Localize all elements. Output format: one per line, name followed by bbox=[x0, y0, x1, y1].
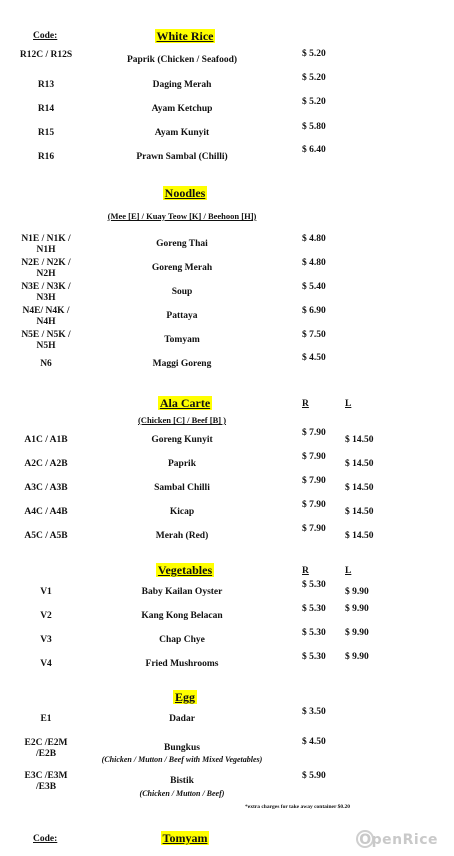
item-price: $ 5.80 bbox=[302, 122, 326, 132]
item-name: Baby Kailan Oyster bbox=[141, 587, 223, 597]
item-price-regular: $ 5.30 bbox=[302, 628, 326, 638]
section-title-ala-carte: Ala Carte bbox=[159, 396, 211, 410]
item-code: N5E / N5K / N5H bbox=[21, 330, 71, 351]
item-note: (Chicken / Mutton / Beef with Mixed Vegetables) bbox=[101, 755, 263, 764]
item-name: Daging Merah bbox=[152, 80, 212, 90]
item-price: $ 5.20 bbox=[302, 97, 326, 107]
item-code: V3 bbox=[40, 635, 52, 645]
item-name: Goreng Kunyit bbox=[151, 435, 213, 445]
item-code: N6 bbox=[40, 359, 52, 369]
item-code: N4E/ N4K / N4H bbox=[22, 306, 70, 327]
item-code: R15 bbox=[37, 128, 55, 138]
item-name: Sambal Chilli bbox=[154, 483, 210, 493]
item-name: Kicap bbox=[169, 507, 195, 517]
code-column-header: Code: bbox=[33, 834, 58, 844]
item-price: $ 5.90 bbox=[302, 771, 326, 781]
item-price-regular: $ 7.90 bbox=[302, 452, 326, 462]
column-header-regular: R bbox=[302, 399, 309, 409]
item-price: $ 4.80 bbox=[302, 234, 326, 244]
item-price-regular: $ 7.90 bbox=[302, 428, 326, 438]
item-price-regular: $ 5.30 bbox=[302, 580, 326, 590]
item-price: $ 5.20 bbox=[302, 73, 326, 83]
item-price-regular: $ 7.90 bbox=[302, 524, 326, 534]
item-code: A5C / A5B bbox=[24, 531, 68, 541]
item-name: Merah (Red) bbox=[155, 531, 209, 541]
item-name: Pattaya bbox=[166, 311, 198, 321]
section-title-vegetables: Vegetables bbox=[157, 563, 213, 577]
item-code: A2C / A2B bbox=[24, 459, 68, 469]
item-price-regular: $ 5.30 bbox=[302, 652, 326, 662]
item-code: N1E / N1K / N1H bbox=[21, 234, 71, 255]
item-price-large: $ 9.90 bbox=[345, 628, 369, 638]
item-name: Ayam Ketchup bbox=[151, 104, 213, 114]
item-price: $ 4.80 bbox=[302, 258, 326, 268]
item-price: $ 6.40 bbox=[302, 145, 326, 155]
item-name: Bungkus bbox=[164, 743, 200, 753]
item-name: Dadar bbox=[169, 714, 195, 724]
item-price: $ 3.50 bbox=[302, 707, 326, 717]
item-code: E2C /E2M /E2B bbox=[24, 738, 68, 759]
item-code: E3C /E3M /E3B bbox=[24, 771, 68, 792]
item-code: A4C / A4B bbox=[24, 507, 68, 517]
item-code: R14 bbox=[37, 104, 55, 114]
item-code: E1 bbox=[40, 714, 52, 724]
item-price: $ 6.90 bbox=[302, 306, 326, 316]
section-subtitle-ala-carte: (Chicken [C] / Beef [B] ) bbox=[137, 415, 227, 425]
item-price-large: $ 14.50 bbox=[345, 531, 374, 541]
item-price: $ 5.40 bbox=[302, 282, 326, 292]
item-name: Fried Mushrooms bbox=[145, 659, 219, 669]
item-code: V2 bbox=[40, 611, 52, 621]
item-price-large: $ 9.90 bbox=[345, 604, 369, 614]
item-price-regular: $ 7.90 bbox=[302, 500, 326, 510]
section-title-tomyam: Tomyam bbox=[162, 831, 208, 845]
column-header-large: L bbox=[345, 566, 352, 576]
item-name: Paprik (Chicken / Seafood) bbox=[126, 55, 238, 65]
item-price: $ 7.50 bbox=[302, 330, 326, 340]
item-price-large: $ 14.50 bbox=[345, 507, 374, 517]
code-column-header: Code: bbox=[33, 31, 58, 41]
column-header-regular: R bbox=[302, 566, 309, 576]
item-name: Kang Kong Belacan bbox=[141, 611, 223, 621]
item-code: A3C / A3B bbox=[24, 483, 68, 493]
item-code: R13 bbox=[37, 80, 55, 90]
item-name: Prawn Sambal (Chilli) bbox=[136, 152, 228, 162]
item-code: V4 bbox=[40, 659, 52, 669]
item-code: N3E / N3K / N3H bbox=[21, 282, 71, 303]
item-name: Maggi Goreng bbox=[152, 359, 212, 369]
item-price: $ 4.50 bbox=[302, 737, 326, 747]
section-subtitle-noodles: (Mee [E] / Kuay Teow [K] / Beehoon [H]) bbox=[107, 211, 257, 221]
item-price-large: $ 9.90 bbox=[345, 587, 369, 597]
item-name: Paprik bbox=[168, 459, 196, 469]
item-code: R12C / R12S bbox=[19, 50, 73, 60]
section-title-white-rice: White Rice bbox=[156, 29, 214, 43]
item-name: Goreng Thai bbox=[156, 239, 208, 249]
item-price-regular: $ 7.90 bbox=[302, 476, 326, 486]
item-price-large: $ 14.50 bbox=[345, 435, 374, 445]
item-price: $ 4.50 bbox=[302, 353, 326, 363]
item-code: V1 bbox=[40, 587, 52, 597]
item-name: Tomyam bbox=[164, 335, 200, 345]
item-name: Ayam Kunyit bbox=[154, 128, 210, 138]
item-name: Bistik bbox=[170, 776, 194, 786]
item-price-large: $ 14.50 bbox=[345, 483, 374, 493]
item-code: N2E / N2K / N2H bbox=[21, 258, 71, 279]
item-price: $ 5.20 bbox=[302, 49, 326, 59]
item-name: Chap Chye bbox=[159, 635, 205, 645]
takeaway-footnote: *extra charges for take away container $0.20 bbox=[245, 804, 351, 810]
item-name: Soup bbox=[171, 287, 193, 297]
item-price-large: $ 14.50 bbox=[345, 459, 374, 469]
item-price-large: $ 9.90 bbox=[345, 652, 369, 662]
watermark: OpenRice bbox=[359, 832, 438, 848]
column-header-large: L bbox=[345, 399, 352, 409]
item-code: R16 bbox=[37, 152, 55, 162]
item-price-regular: $ 5.30 bbox=[302, 604, 326, 614]
item-name: Goreng Merah bbox=[151, 263, 213, 273]
section-title-noodles: Noodles bbox=[164, 186, 206, 200]
item-code: A1C / A1B bbox=[24, 435, 68, 445]
item-note: (Chicken / Mutton / Beef) bbox=[139, 789, 225, 798]
section-title-egg: Egg bbox=[174, 690, 195, 704]
